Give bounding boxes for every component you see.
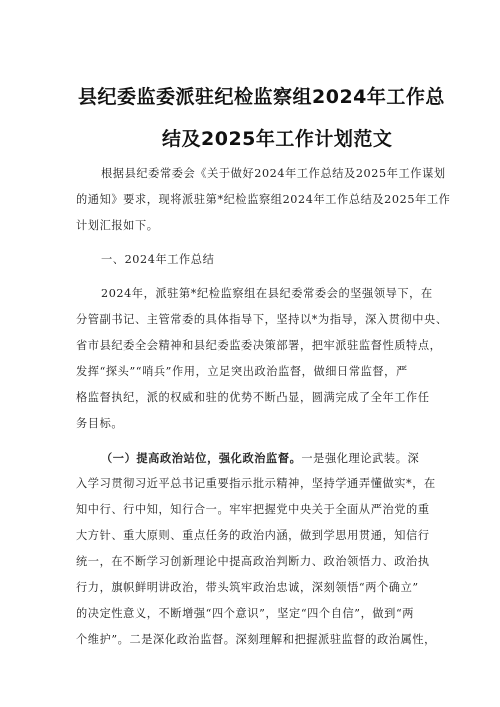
document-title-line-2: 结及2025年工作计划范文 [162,128,393,150]
section-1-line-5: 格监督执纪，派的权威和驻的优势不断凸显，圆满完成了全年工作任 [76,391,430,404]
intro-line-3: 计划汇报如下。 [76,219,159,232]
section-1-heading: 一、2024年工作总结 [101,253,215,266]
document-title-line-1: 县纪委监委派驻纪检监察组2024年工作总 [78,86,445,108]
subsection-1-line-5: 统一，在不断学习创新理论中提高政治判断力、政治领悟力、政治执 [76,555,430,568]
subsection-1-heading: （一）提高政治站位，强化政治监督。 [101,451,302,465]
section-1-line-3: 省市县纪委全会精神和县纪委监委决策部署，把牢派驻监督性质特点， [76,339,442,352]
section-1-line-4: 发挥“探头”“哨兵”作用，立足突出政治监督，做细日常监督，严 [76,365,408,378]
subsection-1-line-8: 个维护”。二是深化政治监督。深刻理解和把握派驻监督的政治属性， [76,633,436,646]
intro-line-1: 根据县纪委常委会《关于做好2024年工作总结及2025年工作谋划 [101,167,446,180]
subsection-1-first-rest: 一是强化理论武装。深 [301,452,420,465]
subsection-1-line-2: 入学习贯彻习近平总书记重要指示批示精神，坚持学通弄懂做实*，在 [76,477,436,490]
subsection-1-line-4: 大方针、重大原则、重点任务的政治内涵，做到学思用贯通，知信行 [76,529,430,542]
subsection-1-first-line [101,451,419,466]
intro-line-2: 的通知》要求，现将派驻第*纪检监察组2024年工作总结及2025年工作 [76,193,451,206]
section-1-line-2: 分管副书记、主管常委的具体指导下，坚持以*为指导，深入贯彻中央、 [76,313,448,326]
subsection-1-line-3: 知中行、行中知，知行合一。牢牢把握党中央关于全面从严治党的重 [76,503,430,516]
subsection-1-line-6: 行力，旗帜鲜明讲政治，带头筑牢政治忠诚，深刻领悟“两个确立” [76,581,419,594]
section-1-line-6: 务目标。 [76,417,124,430]
section-1-line-1: 2024年，派驻第*纪检监察组在县纪委常委会的坚强领导下，在 [101,287,433,300]
subsection-1-line-7: 的决定性意义，不断增强“四个意识”，坚定“四个自信”，做到“两 [76,607,415,620]
